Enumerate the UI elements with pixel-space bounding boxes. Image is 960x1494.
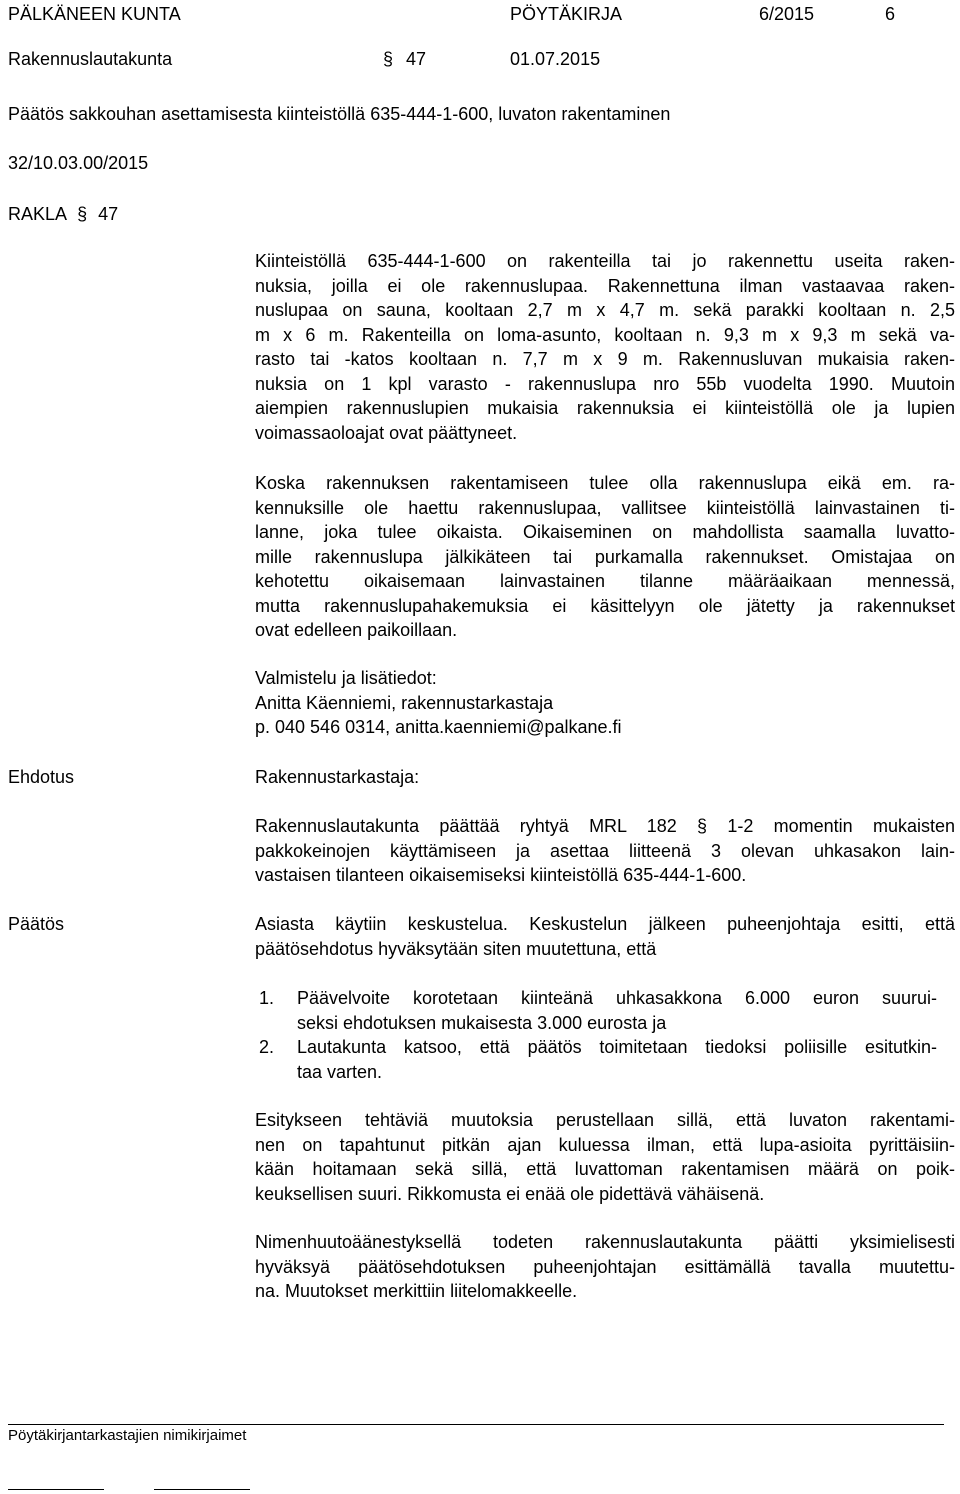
reasoning-paragraph	[255, 471, 955, 643]
contact-block	[255, 666, 955, 740]
text-line: keuksellisen suuri. Rikkomusta ei enää ole pidettävä vähäisenä.	[255, 1183, 765, 1204]
text-line: Koska rakennuksen rakentamiseen tulee olla rakennuslupa eikä em. ra-	[255, 473, 955, 493]
paatos-label: Päätös	[8, 914, 65, 934]
text-line: Esitykseen tehtäviä muutoksia perustellaan sillä, että luvaton rakentami-	[255, 1110, 955, 1130]
text-line: Asiasta käytiin keskustelua. Keskustelun jälkeen puheenjohtaja esitti, että	[255, 914, 955, 934]
description-paragraph	[255, 249, 955, 445]
document-number: 6/2015	[759, 4, 815, 24]
text-line: nen on tapahtunut pitkän ajan kuluessa ilman, että lupa-asioita pyrittäisiin-	[255, 1134, 955, 1155]
text-line: nuksia on 1 kpl varasto - rakennuslupa nro 55b vuodelta 1990. Muutoin	[255, 373, 955, 394]
vote-paragraph	[255, 1230, 955, 1304]
text-line: kään hoitamaan sekä sillä, että luvattoman rakentamisen määrä on poik-	[255, 1159, 955, 1179]
text-line: voimassaoloajat ovat päättyneet.	[255, 422, 518, 443]
proposer-label: Rakennustarkastaja:	[255, 767, 420, 787]
ehdotus-label: Ehdotus	[8, 767, 75, 787]
text-line: ovat edelleen paikoillaan.	[255, 620, 458, 640]
text-line: lanne, joka tulee oikaista. Oikaiseminen on mahdollista saamalla luvatto-	[255, 522, 955, 542]
text-line: pakkokeinojen käyttämiseen ja asettaa liitteenä 3 olevan uhkasakon lain-	[255, 840, 955, 861]
justification-paragraph	[255, 1108, 955, 1206]
board-name: Rakennuslautakunta	[8, 49, 173, 69]
text-line: na. Muutokset merkittiin liitelomakkeelle.	[255, 1281, 578, 1301]
text-line: hyväksyä päätösehdotuksen puheenjohtajan esittämällä tavalla muutettu-	[255, 1256, 955, 1277]
contact-phone-email: p. 040 546 0314, anitta.kaenniemi@palkane.fi	[255, 717, 622, 737]
text-line: seksi ehdotuksen mukaisesta 3.000 eurosta ja	[297, 1012, 667, 1033]
document-type: PÖYTÄKIRJA	[510, 4, 623, 24]
text-line: Päävelvoite korotetaan kiinteänä uhkasakkona 6.000 euron suurui-	[297, 988, 937, 1008]
rakla-symbol: §	[77, 204, 88, 224]
page-number: 6	[885, 4, 896, 24]
meeting-date: 01.07.2015	[510, 49, 601, 69]
text-line: mutta rakennuslupahakemuksia ei käsittelyyn ole jätetty ja rakennukset	[255, 595, 955, 616]
section-number: 47	[406, 49, 427, 69]
text-line: rasto tai -katos kooltaan n. 7,7 m x 9 m. Rakennusluvan mukaisia raken-	[255, 349, 955, 369]
list-item	[297, 1035, 937, 1084]
list-item	[297, 986, 937, 1035]
decision-intro	[255, 912, 955, 961]
text-line: m x 6 m. Rakenteilla on loma-asunto, kooltaan n. 9,3 m x 9,3 m sekä va-	[255, 324, 955, 345]
signatures-label: Pöytäkirjantarkastajien nimikirjaimet	[8, 1427, 247, 1444]
text-line: kehotettu oikaisemaan lainvastainen tilanne määräaikaan mennessä,	[255, 571, 955, 591]
page-title: Päätös sakkouhan asettamisesta kiinteistöllä 635-444-1-600, luvaton rakentaminen	[8, 104, 671, 124]
text-line: Kiinteistöllä 635-444-1-600 on rakenteilla tai jo rakennettu useita raken-	[255, 251, 955, 271]
text-line: Nimenhuutoäänestyksellä todeten rakennuslautakunta päätti yksimielisesti	[255, 1232, 955, 1252]
text-line: Lautakunta katsoo, että päätös toimitetaan tiedoksi poliisille esitutkin-	[297, 1037, 937, 1057]
list-item-number: 2.	[259, 1037, 275, 1057]
proposal-paragraph	[255, 814, 955, 888]
contact-label: Valmistelu ja lisätiedot:	[255, 668, 437, 688]
case-number: 32/10.03.00/2015	[8, 153, 149, 173]
text-line: vastaisen tilanteen oikaisemiseksi kiinteistöllä 635-444-1-600.	[255, 865, 747, 885]
municipality-name: PÄLKÄNEEN KUNTA	[8, 4, 181, 24]
text-line: aiempien rakennuslupien mukaisia rakennuksia ei kiinteistöllä ole ja lupien	[255, 398, 955, 418]
text-line: nuksia, joilla ei ole rakennuslupaa. Rakennettuna ilman vastaavaa raken-	[255, 275, 955, 296]
contact-name: Anitta Käenniemi, rakennustarkastaja	[255, 692, 554, 713]
text-line: kennuksille ole haettu rakennuslupaa, vallitsee kiinteistöllä lainvastainen ti-	[255, 497, 955, 518]
section-symbol: §	[383, 49, 394, 69]
signature-line	[8, 1489, 104, 1490]
rakla-reference	[8, 202, 118, 227]
rakla-number: 47	[98, 204, 119, 224]
text-line: nuslupaa on sauna, kooltaan 2,7 m x 4,7 m. sekä parakki kooltaan n. 2,5	[255, 300, 955, 320]
footer-divider	[8, 1424, 944, 1425]
text-line: taa varten.	[297, 1061, 383, 1082]
section-reference	[383, 47, 426, 72]
signature-line	[154, 1489, 250, 1490]
text-line: päätösehdotus hyväksytään siten muutettuna, että	[255, 938, 657, 959]
list-item-number: 1.	[259, 988, 275, 1008]
text-line: mille rakennuslupa jälkikäteen tai purkamalla rakennukset. Omistajaa on	[255, 546, 955, 567]
rakla-label: RAKLA	[8, 204, 67, 224]
text-line: Rakennuslautakunta päättää ryhtyä MRL 182 § 1-2 momentin mukaisten	[255, 816, 955, 836]
